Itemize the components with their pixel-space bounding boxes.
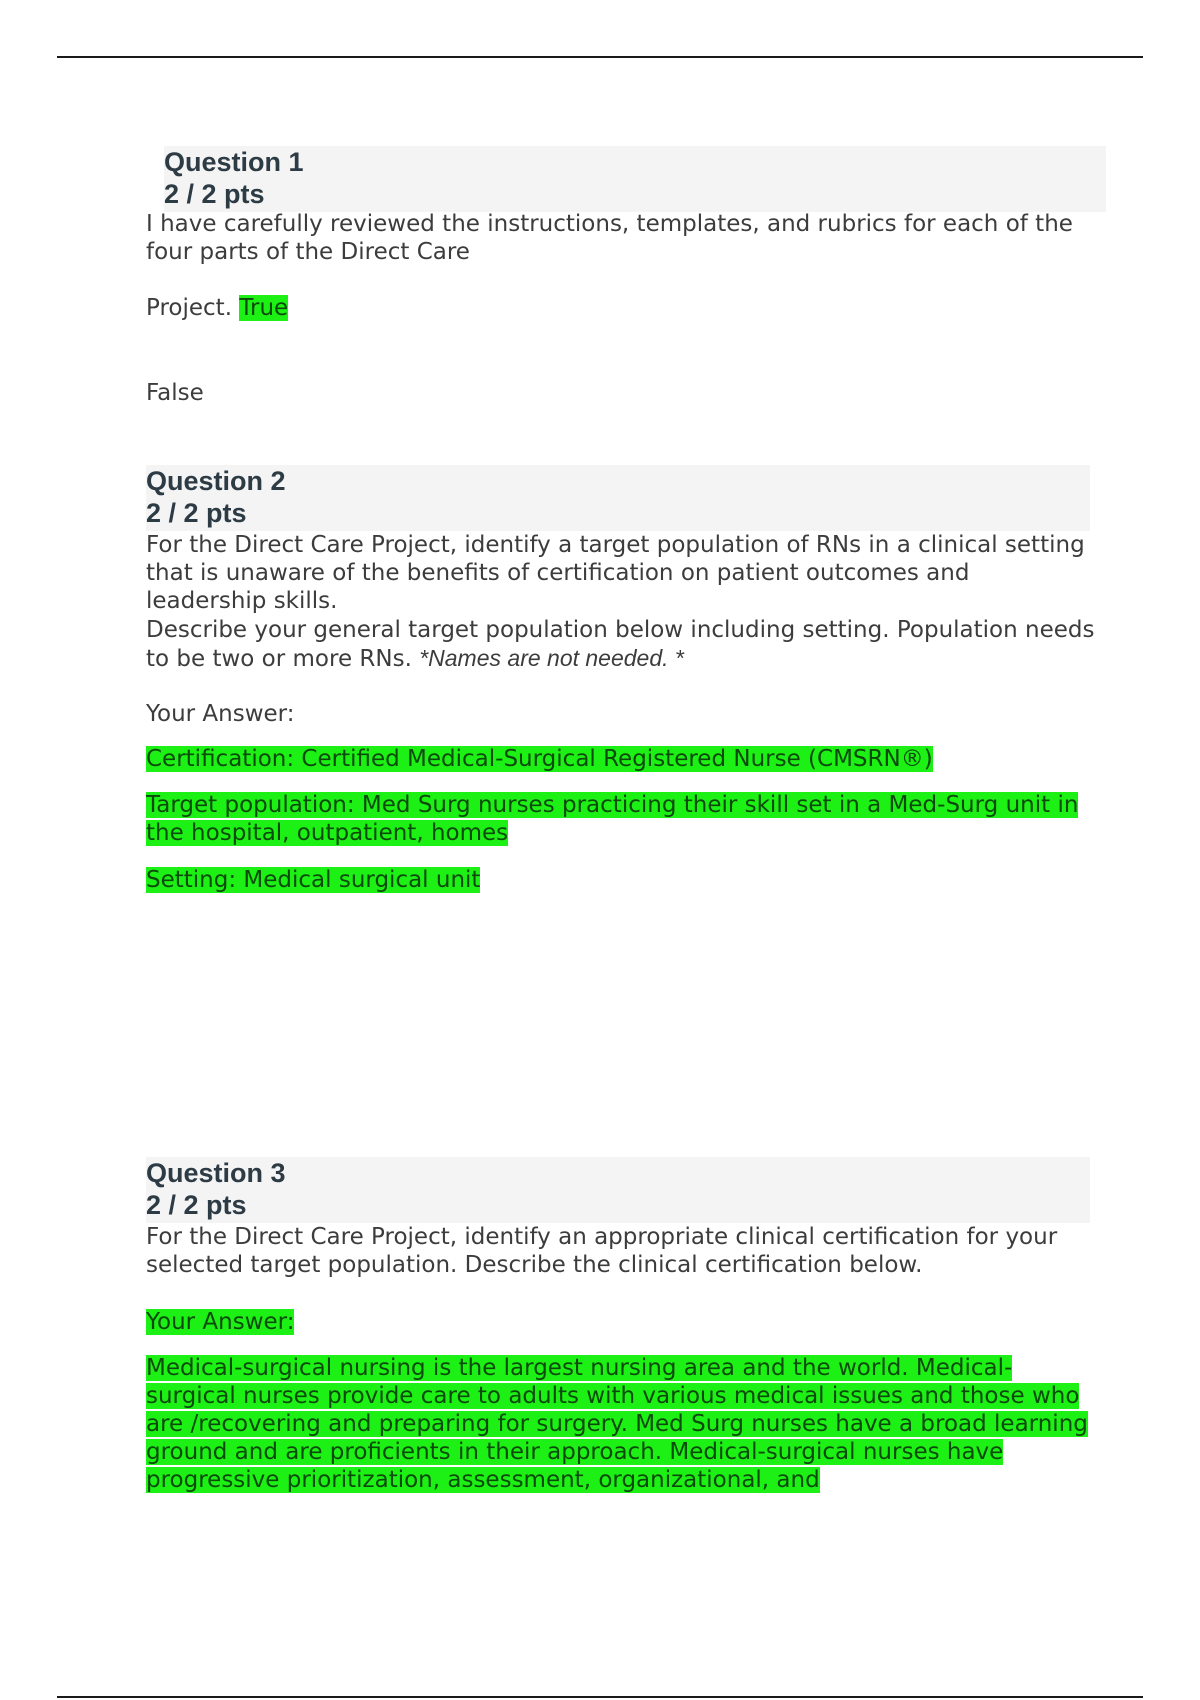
top-rule: [57, 56, 1143, 58]
question-3-answer-text: Medical-surgical nursing is the largest nursing area and the world. Medical-surgical nurses provide care to adults with various medical issues and those who are /recovering and preparing for surgery. Med Surg nurses have a broad learning ground and are proficients in their approach. Medical-surgical nurses have progressive prioritization, assessment, organizational, and: [146, 1355, 1088, 1493]
question-3-answer-label-text: Your Answer:: [146, 1309, 295, 1335]
answer-certification-text: Certification: Certified Medical-Surgical Registered Nurse (CMSRN®): [146, 746, 933, 772]
answer-false-option[interactable]: False: [146, 380, 204, 406]
question-1-prompt-end: Project.: [146, 295, 240, 321]
answer-setting-text: Setting: Medical surgical unit: [146, 867, 481, 893]
answer-true-option[interactable]: True: [239, 295, 289, 321]
names-not-needed-note: *Names are not needed. *: [419, 645, 684, 671]
answer-target-population: [146, 791, 1096, 847]
question-3-title: Question 3: [146, 1158, 286, 1188]
question-2-title: Question 2: [146, 466, 286, 496]
bottom-rule: [57, 1696, 1143, 1698]
question-3-answer: [146, 1354, 1096, 1494]
question-3-prompt: For the Direct Care Project, identify an appropriate clinical certification for your selected target population. Describe the clinical certification below.: [146, 1224, 1058, 1278]
question-2-header: [146, 465, 1090, 531]
question-3-answer-label: [146, 1308, 1096, 1336]
question-1-prompt: I have carefully reviewed the instructions, templates, and rubrics for each of the four parts of the Direct Care: [146, 211, 1073, 265]
answer-certification: [146, 745, 1096, 773]
question-1-title: Question 1: [164, 147, 304, 177]
question-1-option-true-line: [146, 294, 1096, 322]
question-2-instructions-text: Describe your general target population below including setting. Population needs to be two or more RNs.: [146, 617, 1095, 672]
question-2-points: 2 / 2 pts: [146, 498, 247, 528]
question-1-points: 2 / 2 pts: [164, 179, 265, 209]
question-2-answer-label: Your Answer:: [146, 701, 295, 727]
question-3-points: 2 / 2 pts: [146, 1190, 247, 1220]
question-1-header: [164, 146, 1106, 212]
answer-target-population-text: Target population: Med Surg nurses practicing their skill set in a Med-Surg unit in the hospital, outpatient, homes: [146, 792, 1079, 846]
question-3-header: [146, 1157, 1090, 1223]
question-2-instructions: [146, 616, 1096, 673]
answer-setting: [146, 866, 1096, 894]
question-2-prompt: For the Direct Care Project, identify a target population of RNs in a clinical setting that is unaware of the benefits of certification on patient outcomes and leadership skills.: [146, 532, 1085, 614]
